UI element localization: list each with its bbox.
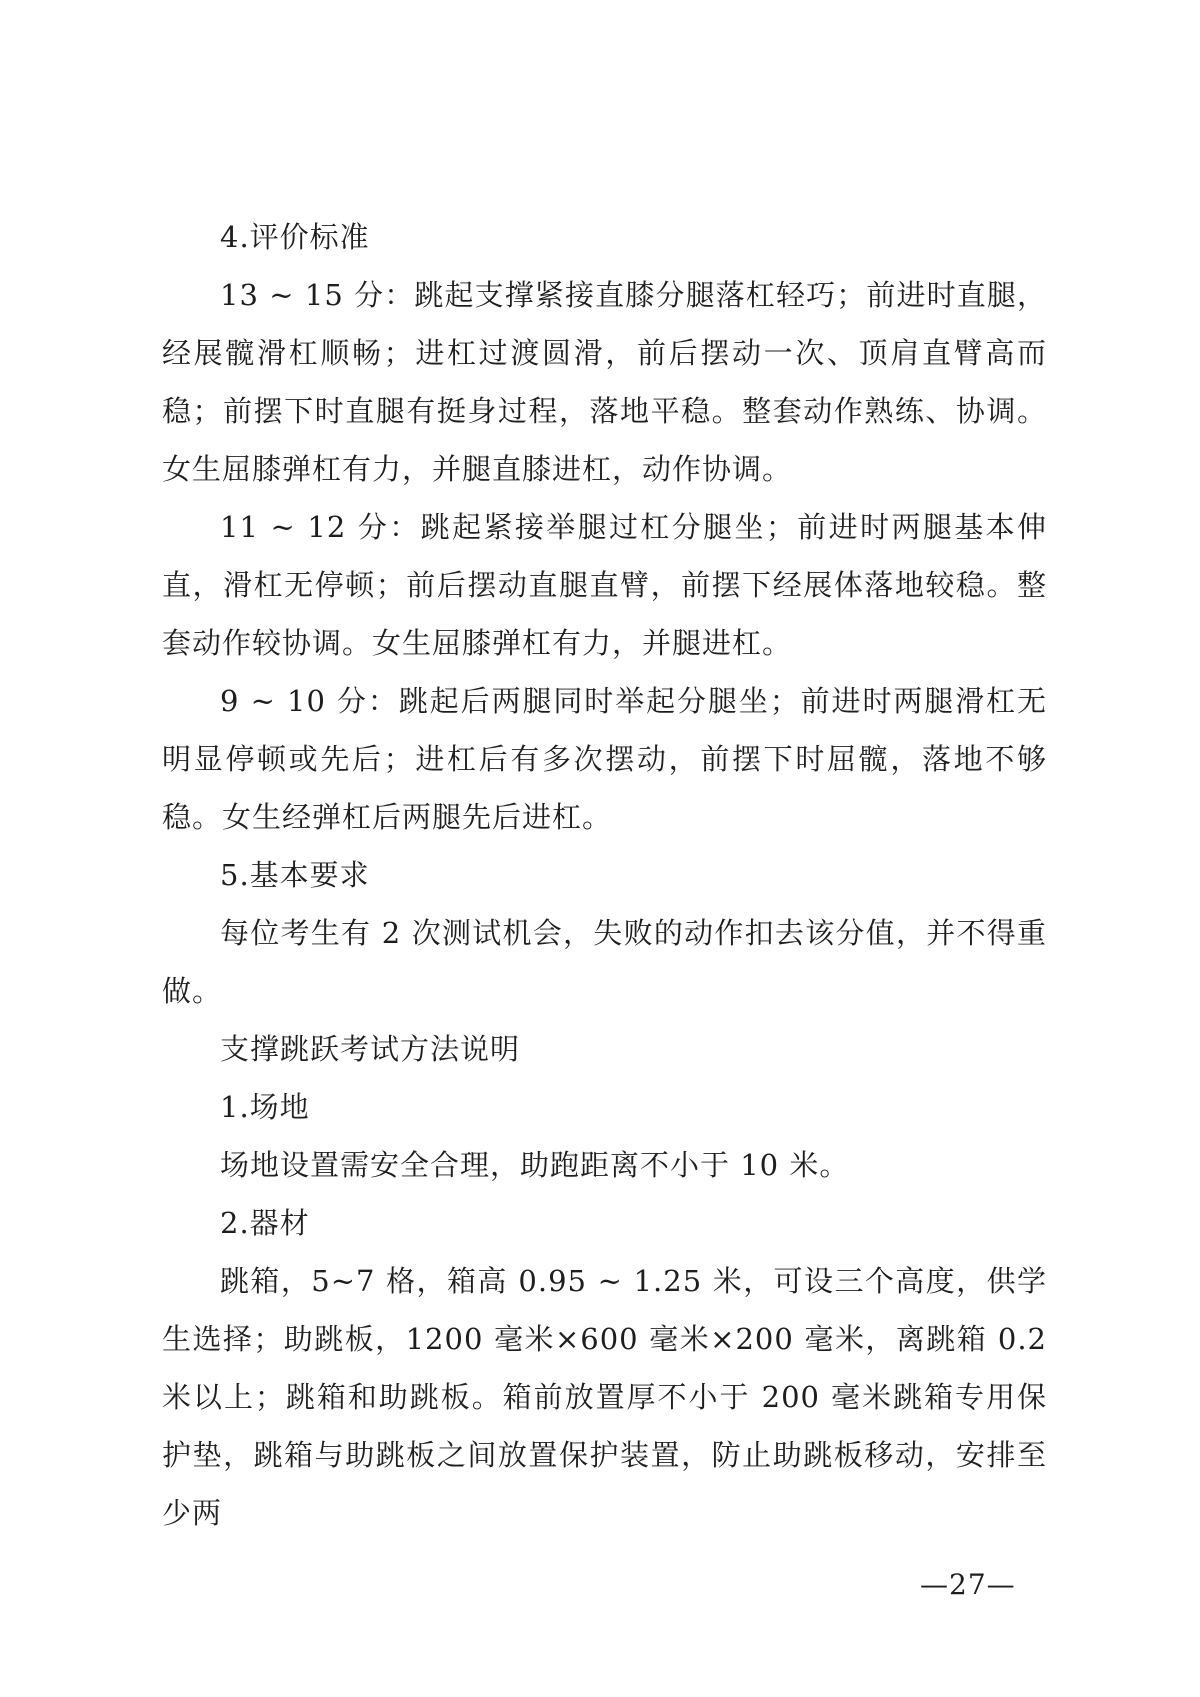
section-heading-evaluation-standard: 4.评价标准	[220, 220, 370, 254]
paragraph-venue: 场地设置需安全合理，助跑距离不小于 10 米。	[220, 1148, 850, 1182]
section-heading-venue: 1.场地	[220, 1090, 310, 1124]
section-title-vault-exam: 支撑跳跃考试方法说明	[220, 1032, 521, 1066]
page-number: —27—	[920, 1568, 1016, 1601]
paragraph-test-attempts: 每位考生有 2 次测试机会，失败的动作扣去该分值，并不得重做。	[162, 916, 1047, 1008]
paragraph-score-9-10: 9 ~ 10 分：跳起后两腿同时举起分腿坐；前进时两腿滑杠无明显停顿或先后；进杠后有多次摆动，前摆下时屈髋，落地不够稳。女生经弹杠后两腿先后进杠。	[162, 684, 1047, 834]
section-heading-basic-requirements: 5.基本要求	[220, 858, 370, 892]
paragraph-equipment: 跳箱，5~7 格，箱高 0.95 ~ 1.25 米，可设三个高度，供学生选择；助跳板，1200 毫米×600 毫米×200 毫米，离跳箱 0.2 米以上；跳箱和助跳板。箱前放置厚不小于 200 毫米跳箱专用保护垫，跳箱与助跳板之间放置保护装置，防止助跳板移动，安排至少两	[162, 1264, 1047, 1530]
document-body	[162, 208, 1047, 1542]
section-heading-equipment: 2.器材	[220, 1206, 310, 1240]
paragraph-score-13-15: 13 ~ 15 分：跳起支撑紧接直膝分腿落杠轻巧；前进时直腿，经展髋滑杠顺畅；进杠过渡圆滑，前后摆动一次、顶肩直臂高而稳；前摆下时直腿有挺身过程，落地平稳。整套动作熟练、协调。女生屈膝弹杠有力，并腿直膝进杠，动作协调。	[162, 278, 1047, 486]
paragraph-score-11-12: 11 ~ 12 分：跳起紧接举腿过杠分腿坐；前进时两腿基本伸直，滑杠无停顿；前后摆动直腿直臂，前摆下经展体落地较稳。整套动作较协调。女生屈膝弹杠有力，并腿进杠。	[162, 510, 1047, 660]
